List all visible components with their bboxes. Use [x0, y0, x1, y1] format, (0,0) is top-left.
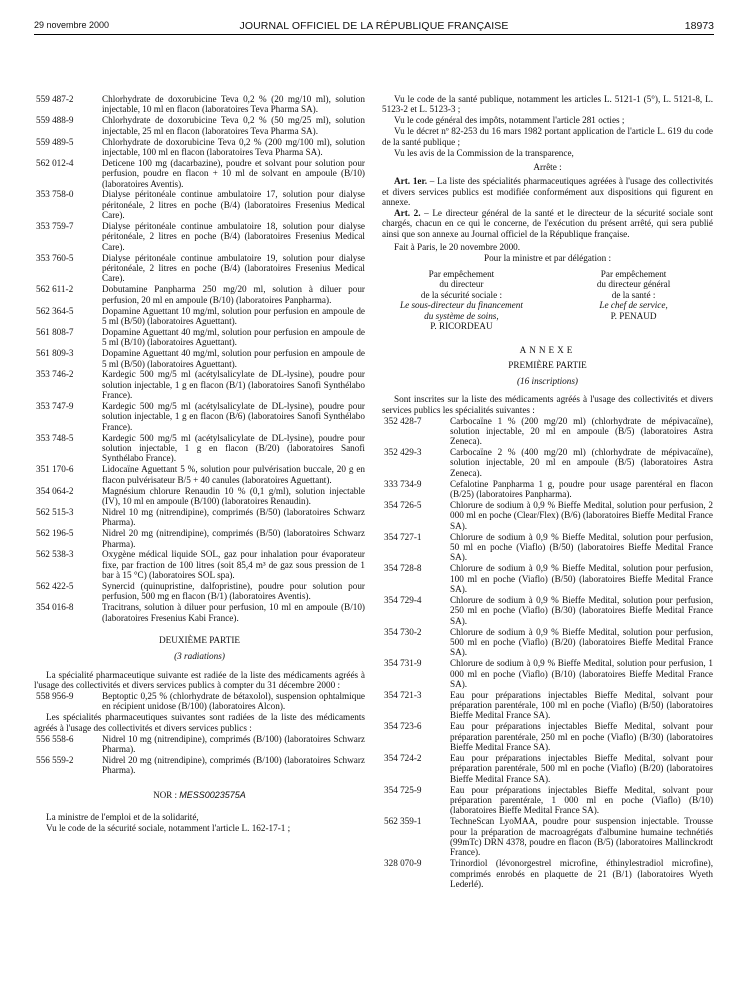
- item-text: Kardegic 500 mg/5 ml (acétylsalicylate de DL-lysine), poudre pour solution injectable, 1 g en flacon (B/1) (laboratoires Sanofi Synthélabo France).: [102, 369, 365, 401]
- item-code: 559 488-9: [36, 115, 74, 126]
- item-text: Chlorhydrate de doxorubicine Teva 0,2 % (20 mg/10 ml), solution injectable, 10 ml en flacon (laboratoires Teva Pharma SA).: [102, 94, 365, 115]
- signature-line: du directeur général: [596, 279, 671, 290]
- article-2: [382, 208, 713, 239]
- entries-list: [34, 691, 365, 712]
- signature-line: de la santé :: [611, 289, 656, 300]
- item-text: Beptoptic 0,25 % (chlorhydrate de bétaxolol), suspension ophtalmique en récipient unidose (B/100) (laboratoires Alcon).: [102, 691, 365, 712]
- signature-line: Par empêchement: [428, 269, 495, 280]
- signature-right: [554, 269, 713, 331]
- item-text: Eau pour préparations injectables Bieffe Medital, solvant pour préparation parentérale, 250 ml en poche (Viaflo) (B/30) (laboratoires Bieffe Medital France SA).: [450, 721, 713, 753]
- item-code: 562 611-2: [36, 284, 74, 295]
- signature-line: du directeur: [439, 279, 484, 290]
- item-text: Chlorure de sodium à 0,9 % Bieffe Medital, solution pour perfusion, 50 ml en poche (Viaflo) (B/50) (laboratoires Bieffe Medital France SA).: [450, 531, 713, 563]
- visa: Vu les avis de la Commission de la transparence,: [394, 147, 574, 158]
- item-text: Lidocaïne Aguettant 5 %, solution pour pulvérisation buccale, 20 g en flacon pulvérisateur B/5 + 40 canules (laboratoires Aguettant).: [102, 464, 365, 485]
- list-item: [34, 433, 365, 464]
- fait-line: Fait à Paris, le 20 novembre 2000.: [394, 241, 521, 252]
- visa: Vu le décret nº 82-253 du 16 mars 1982 portant application de l'article L. 619 du code de la santé publique ;: [382, 126, 713, 147]
- list-item: [34, 306, 365, 327]
- item-text: Chlorure de sodium à 0,9 % Bieffe Medital, solution pour perfusion, 1 000 ml en poche (Viaflo) (B/10) (laboratoires Bieffe Medital France SA).: [450, 658, 713, 689]
- header-page-number: 18973: [684, 20, 714, 32]
- paragraph: La ministre de l'emploi et de la solidarité,: [46, 811, 199, 822]
- list-item: [34, 507, 365, 528]
- signature-line: de la sécurité sociale :: [420, 289, 502, 300]
- list-item: [34, 94, 365, 115]
- right-column: [382, 94, 713, 890]
- item-text: Eau pour préparations injectables Bieffe Medital, solvant pour préparation parentérale, 1 000 ml en poche (Viaflo) (B/10) (laboratoires Bieffe Medital France SA).: [450, 784, 713, 816]
- list-item: [34, 115, 365, 136]
- section-subtitle: (3 radiations): [174, 651, 225, 662]
- entries-list: [34, 94, 365, 623]
- article-1: [382, 176, 713, 207]
- list-item: [34, 158, 365, 189]
- list-item: [382, 721, 713, 752]
- item-text: Carbocaïne 2 % (400 mg/20 ml) (chlorhydrate de mépivacaïne), solution injectable, 20 ml en ampoule (B/5) (laboratoires Astra Zeneca).: [450, 447, 713, 478]
- list-item: [34, 602, 365, 623]
- item-code: 562 422-5: [36, 581, 74, 592]
- list-item: [34, 581, 365, 602]
- list-item: [382, 658, 713, 689]
- list-item: [34, 528, 365, 549]
- paragraph: La spécialité pharmaceutique suivante est radiée de la liste des médicaments agréés à l'usage des collectivités et divers services publics à compter du 31 décembre 2000 :: [34, 669, 365, 691]
- item-text: Nidrel 10 mg (nitrendipine), comprimés (B/50) (laboratoires Schwarz Pharma).: [102, 506, 365, 528]
- list-item: [34, 284, 365, 305]
- item-text: Carbocaïne 1 % (200 mg/20 ml) (chlorhydrate de mépivacaïne), solution injectable, 20 ml en ampoule (B/5) (laboratoires Astra Zeneca).: [450, 415, 713, 447]
- item-code: 354 730-2: [384, 626, 422, 637]
- item-code: 353 748-5: [36, 432, 74, 443]
- item-code: 354 723-6: [384, 721, 422, 732]
- item-text: Kardegic 500 mg/5 ml (acétylsalicylate de DL-lysine), poudre pour solution injectable, 1 g en flacon (B/20) (laboratoires Sanofi Synthélabo France).: [102, 432, 365, 464]
- list-item: [382, 785, 713, 816]
- item-code: 352 429-3: [384, 447, 422, 458]
- item-text: Chlorure de sodium à 0,9 % Bieffe Medital, solution pour perfusion, 100 ml en poche (Viaflo) (B/50) (laboratoires Bieffe Medital France SA).: [450, 563, 713, 594]
- arrete-heading: Arrête :: [533, 161, 562, 172]
- signatures: [382, 269, 713, 331]
- list-item: [34, 369, 365, 400]
- item-code: 559 487-2: [36, 94, 74, 104]
- list-item: [382, 500, 713, 531]
- section-title: DEUXIÈME PARTIE: [158, 635, 241, 646]
- item-code: 354 729-4: [384, 594, 422, 605]
- item-code: 556 558-6: [36, 733, 74, 744]
- item-code: 354 725-9: [384, 784, 422, 795]
- list-item: [382, 416, 713, 447]
- item-text: Dialyse péritonéale continue ambulatoire 17, solution pour dialyse péritonéale, 2 litres en poche (B/4) (laboratoires Fresenius Medical Care).: [102, 189, 365, 221]
- signature-line: Par empêchement: [600, 269, 667, 280]
- nor-reference: [34, 790, 365, 800]
- item-text: Oxygène médical liquide SOL, gaz pour inhalation pour évaporateur fixe, par fraction de 100 litres (soit 85,4 m³ de gaz sous pression de 1 bar à 15 °C) (laboratoires SOL spa).: [102, 549, 365, 581]
- item-code: 354 727-1: [384, 531, 422, 542]
- item-code: 562 196-5: [36, 528, 74, 539]
- item-code: 333 734-9: [384, 478, 422, 489]
- list-item: [34, 137, 365, 158]
- list-item: [382, 447, 713, 478]
- item-code: 354 721-3: [384, 689, 422, 700]
- item-code: 353 746-2: [36, 369, 74, 380]
- item-text: Dopamine Aguettant 40 mg/ml, solution pour perfusion en ampoule de 5 ml (B/50) (laboratoires Aguettant).: [102, 348, 365, 369]
- item-text: Eau pour préparations injectables Bieffe Medital, solvant pour préparation parentérale, 500 ml en poche (Viaflo) (B/20) (laboratoires Bieffe Medital France SA).: [450, 753, 713, 784]
- item-code: 354 731-9: [384, 658, 422, 669]
- item-text: Dobutamine Panpharma 250 mg/20 ml, solution à diluer pour perfusion, 20 ml en ampoule (B/10) (laboratoires Panpharma).: [102, 284, 365, 305]
- header-date: 29 novembre 2000: [34, 20, 110, 30]
- item-code: 562 515-3: [36, 506, 74, 517]
- signature-line: Le chef de service,: [599, 300, 668, 311]
- nor-value: MESS0023575A: [179, 789, 246, 800]
- item-text: Chlorure de sodium à 0,9 % Bieffe Medital, solution pour perfusion, 250 ml en poche (Viaflo) (B/30) (laboratoires Bieffe Medital France SA).: [450, 594, 713, 626]
- list-item: [34, 755, 365, 776]
- item-text: Tracitrans, solution à diluer pour perfusion, 10 ml en ampoule (B/10) (laboratoires Fresenius Kabi France).: [102, 602, 365, 623]
- item-text: Cefalotine Panpharma 1 g, poudre pour usage parentéral en flacon (B/25) (laboratoires Panpharma).: [450, 478, 713, 500]
- left-column: [34, 94, 365, 834]
- list-item: [34, 464, 365, 485]
- list-item: [34, 189, 365, 220]
- list-item: [34, 486, 365, 507]
- list-item: [34, 348, 365, 369]
- entries-list: [34, 734, 365, 776]
- item-code: 353 760-5: [36, 252, 74, 263]
- item-text: Nidrel 20 mg (nitrendipine), comprimés (B/50) (laboratoires Schwarz Pharma).: [102, 528, 365, 549]
- list-item: [382, 627, 713, 658]
- item-text: Nidrel 20 mg (nitrendipine), comprimés (B/100) (laboratoires Schwarz Pharma).: [102, 754, 365, 776]
- list-item: [382, 690, 713, 721]
- list-item: [382, 563, 713, 594]
- signature-left: [382, 269, 541, 331]
- list-item: [382, 816, 713, 857]
- delegation-line: Pour la ministre et par délégation :: [483, 252, 612, 263]
- item-code: 353 759-7: [36, 221, 74, 232]
- list-item: [382, 858, 713, 889]
- item-code: 353 758-0: [36, 189, 74, 200]
- list-item: [34, 549, 365, 580]
- item-text: Chlorhydrate de doxorubicine Teva 0,2 % (200 mg/100 ml), solution injectable, 100 ml en flacon (laboratoires Teva Pharma SA).: [102, 136, 365, 157]
- item-code: 351 170-6: [36, 464, 74, 475]
- paragraph: Vu le code de la sécurité sociale, notamment l'article L. 162-17-1 ;: [46, 822, 291, 833]
- list-item: [34, 221, 365, 252]
- item-code: 556 559-2: [36, 754, 74, 765]
- item-text: Chlorure de sodium à 0,9 % Bieffe Medital, solution pour perfusion, 500 ml en poche (Viaflo) (B/20) (laboratoires Bieffe Medital France SA).: [450, 626, 713, 658]
- item-text: Deticene 100 mg (dacarbazine), poudre et solvant pour solution pour perfusion, poudre en flacon + 10 ml de solvant en ampoule (B/10) (laboratoires Aventis).: [102, 157, 365, 189]
- item-text: Dopamine Aguettant 40 mg/ml, solution pour perfusion en ampoule de 5 ml (B/10) (laboratoires Aguettant).: [102, 326, 365, 348]
- list-item: [382, 595, 713, 626]
- list-item: [382, 753, 713, 784]
- item-code: 354 724-2: [384, 753, 422, 764]
- list-item: [34, 691, 365, 712]
- item-code: 328 070-9: [384, 858, 422, 869]
- item-text: Dialyse péritonéale continue ambulatoire 19, solution pour dialyse péritonéale, 2 litres en poche (B/4) (laboratoires Fresenius Medical Care).: [102, 252, 365, 284]
- list-item: [34, 734, 365, 755]
- article-text: – Le directeur général de la santé et le directeur de la sécurité sociale sont chargés, chacun en ce qui le concerne, de l'exécution du présent arrêté, qui sera publié ainsi que son annexe au Journal officiel de la République française.: [382, 207, 714, 239]
- entries-list: [382, 416, 713, 890]
- visa: Vu le code de la santé publique, notamment les articles L. 5121-1 (5°), L. 5121-8, L. 5123-2 et L. 5123-3 ;: [382, 94, 713, 115]
- item-code: 561 808-7: [36, 326, 74, 337]
- item-code: 562 538-3: [36, 549, 74, 560]
- list-item: [382, 532, 713, 563]
- paragraph: Sont inscrites sur la liste des médicaments agréés à l'usage des collectivités et divers services publics les spécialités suivantes :: [382, 394, 713, 415]
- list-item: [34, 253, 365, 284]
- item-text: Magnésium chlorure Renaudin 10 % (0,1 g/ml), solution injectable (IV), 10 ml en ampoule (B/100) (laboratoires Renaudin).: [102, 485, 365, 506]
- item-code: 558 956-9: [36, 691, 74, 702]
- nor-label: NOR :: [153, 789, 177, 800]
- page-header: [34, 20, 714, 35]
- item-text: Dopamine Aguettant 10 mg/ml, solution pour perfusion en ampoule de 5 ml (B/50) (laboratoires Aguettant).: [102, 305, 365, 326]
- item-code: 562 012-4: [36, 157, 74, 168]
- item-text: Kardegic 500 mg/5 ml (acétylsalicylate de DL-lysine), poudre pour solution injectable, 1 g en flacon (B/6) (laboratoires Sanofi Synthélabo France).: [102, 401, 365, 432]
- signatory-name: P. PENAUD: [610, 310, 657, 321]
- item-text: Synercid (quinupristine, dalfopristine), poudre pour solution pour perfusion, 500 mg en flacon (B/1) (laboratoires Aventis).: [102, 581, 365, 602]
- item-code: 562 364-5: [36, 305, 74, 316]
- item-text: Trinordiol (lévonorgestrel microfine, éthinylestradiol microfine), comprimés enrobés en plaquette de 21 (B/1) (laboratoires Wyeth Lederlé).: [450, 858, 713, 889]
- list-item: [34, 401, 365, 432]
- item-code: 561 809-3: [36, 348, 74, 359]
- section-title: PREMIÈRE PARTIE: [508, 359, 587, 370]
- item-code: 354 016-8: [36, 602, 74, 613]
- list-item: [34, 327, 365, 348]
- item-text: Eau pour préparations injectables Bieffe Medital, solvant pour préparation parentérale, 100 ml en poche (Viaflo) (B/50) (laboratoires Bieffe Medital France SA).: [450, 689, 713, 721]
- item-code: 354 064-2: [36, 485, 74, 496]
- item-text: Dialyse péritonéale continue ambulatoire 18, solution pour dialyse péritonéale, 2 litres en poche (B/4) (laboratoires Fresenius Medical Care).: [102, 221, 365, 252]
- list-item: [382, 479, 713, 500]
- signature-line: du système de soins,: [424, 310, 499, 321]
- article-label: Art. 2.: [394, 207, 421, 218]
- header-title: JOURNAL OFFICIEL DE LA RÉPUBLIQUE FRANÇAISE: [239, 20, 509, 32]
- item-code: 354 728-8: [384, 563, 422, 574]
- item-code: 354 726-5: [384, 500, 422, 511]
- item-code: 352 428-7: [384, 415, 422, 426]
- item-text: Chlorure de sodium à 0,9 % Bieffe Medital, solution pour perfusion, 2 000 ml en poche (Clear/Flex) (B/6) (laboratoires Bieffe Medital France SA).: [450, 500, 713, 531]
- item-code: 562 359-1: [384, 816, 422, 827]
- item-code: 559 489-5: [36, 136, 74, 147]
- signature-line: Le sous-directeur du financement: [399, 300, 523, 311]
- item-code: 353 747-9: [36, 401, 74, 412]
- visa: Vu le code général des impôts, notamment l'article 281 octies ;: [394, 115, 625, 126]
- section-subtitle: (16 inscriptions): [517, 375, 578, 386]
- article-label: Art. 1er.: [394, 176, 428, 187]
- article-text: – La liste des spécialités pharmaceutiques agréées à l'usage des collectivités et divers services publics est modifiée conformément aux dispositions qui figurent en annexe.: [382, 176, 714, 207]
- annex-title: ANNEXE: [519, 345, 576, 356]
- signatory-name: P. RICORDEAU: [430, 320, 493, 331]
- item-text: TechneScan LyoMAA, poudre pour suspension injectable. Trousse pour la préparation de macroagrégats d'albumine humaine technétiés (99mTc) DRN 4378, poudre en flacon (B/5) (laboratoires Mallinckrodt France).: [450, 816, 713, 858]
- paragraph: Les spécialités pharmaceutiques suivantes sont radiées de la liste des médicaments agréés à l'usage des collectivités et divers services publics :: [34, 712, 365, 733]
- item-text: Chlorhydrate de doxorubicine Teva 0,2 % (50 mg/25 ml), solution injectable, 25 ml en flacon (laboratoires Teva Pharma SA).: [102, 115, 365, 136]
- item-text: Nidrel 10 mg (nitrendipine), comprimés (B/100) (laboratoires Schwarz Pharma).: [102, 733, 365, 754]
